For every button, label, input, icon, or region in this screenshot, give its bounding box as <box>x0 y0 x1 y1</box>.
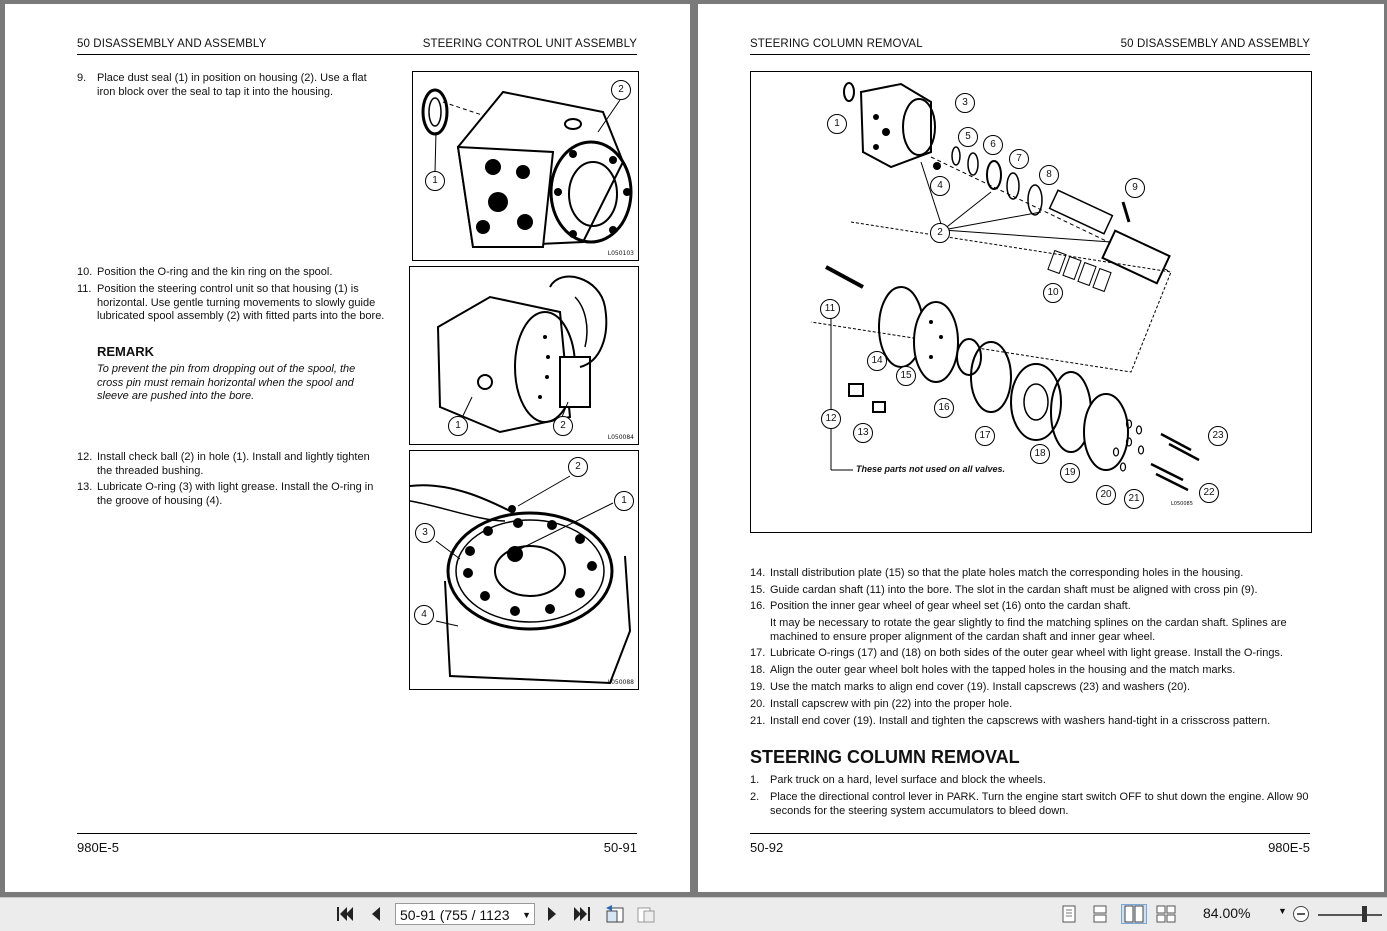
callout-6: 6 <box>983 135 1003 155</box>
callout-22: 22 <box>1199 483 1219 503</box>
step-15: 15. Guide cardan shaft (11) into the bore. The slot in the cardan shaft must be aligned with cross pin (9). <box>750 584 1258 596</box>
figure-code: L050085 <box>1171 501 1193 507</box>
first-page-icon <box>336 906 354 922</box>
callout-20: 20 <box>1096 485 1116 505</box>
callout-2: 2 <box>553 416 573 436</box>
figure-code: L050084 <box>607 434 634 441</box>
callout-9: 9 <box>1125 178 1145 198</box>
last-page-button[interactable] <box>571 904 593 924</box>
page-number-field[interactable] <box>395 903 535 925</box>
figure-exploded-view <box>750 71 1312 533</box>
first-page-button[interactable] <box>334 904 356 924</box>
header-rule <box>750 54 1310 55</box>
page-50-91 <box>5 4 690 892</box>
navigation-toolbar <box>0 897 1387 931</box>
callout-1: 1 <box>614 491 634 511</box>
step-17: 17. Lubricate O-rings (17) and (18) on both sides of the outer gear wheel with light grease. Install the O-rings. <box>750 647 1283 659</box>
callout-13: 13 <box>853 423 873 443</box>
callout-21: 21 <box>1124 489 1144 509</box>
figure-code: L050088 <box>607 679 634 686</box>
previous-page-icon <box>370 906 382 922</box>
callout-3: 3 <box>415 523 435 543</box>
removal-step-1: 1. Park truck on a hard, level surface and block the wheels. <box>750 774 1046 786</box>
callout-19: 19 <box>1060 463 1080 483</box>
previous-view-icon <box>603 904 625 924</box>
callout-7: 7 <box>1009 149 1029 169</box>
step-19: 19. Use the match marks to align end cover (19). Install capscrews (23) and washers (20). <box>750 681 1191 693</box>
step-9: 9. Place dust seal (1) in position on housing (2). Use a flat iron block over the seal to tap it into the housing. <box>77 72 367 98</box>
page-50-92 <box>698 4 1384 892</box>
callout-23: 23 <box>1208 426 1228 446</box>
last-page-icon <box>573 906 591 922</box>
footer-rule <box>77 833 637 834</box>
spool-illustration <box>410 267 638 444</box>
callout-17: 17 <box>975 426 995 446</box>
removal-step-2: 2. Place the directional control lever in PARK. Turn the engine start switch OFF to shut down the engine. Allow 90 seconds for the steering system accumulators to bleed down. <box>750 791 1309 817</box>
continuous-page-icon <box>1092 905 1108 923</box>
step-16-note: It may be necessary to rotate the gear slightly to find the matching splines on the cardan shaft. Splines are machined to ensure proper alignment of the cardan shaft and inner gear wheel. <box>770 617 1287 643</box>
figure-code: L050103 <box>607 250 634 257</box>
next-page-button[interactable] <box>541 904 563 924</box>
facing-view-button[interactable] <box>1121 904 1147 924</box>
step-20: 20. Install capscrew with pin (22) into the proper hole. <box>750 698 1013 710</box>
header-left: 50 DISASSEMBLY AND ASSEMBLY <box>77 38 267 50</box>
next-view-button[interactable] <box>636 904 658 924</box>
continuous-facing-view-button[interactable] <box>1155 904 1177 924</box>
housing-illustration <box>413 72 638 260</box>
footer-rule <box>750 833 1310 834</box>
next-page-icon <box>546 906 558 922</box>
figure-check-ball <box>409 450 639 690</box>
single-page-icon <box>1061 905 1077 923</box>
zoom-level[interactable]: 84.00% <box>1203 905 1251 921</box>
callout-4: 4 <box>414 605 434 625</box>
footer-page-number: 50-91 <box>603 840 637 855</box>
zoom-slider-thumb[interactable] <box>1362 906 1367 922</box>
zoom-out-icon <box>1292 905 1310 923</box>
facing-pages-icon <box>1124 905 1144 923</box>
callout-4: 4 <box>930 176 950 196</box>
page-number-value: 50-91 (755 / 1123 <box>400 907 510 923</box>
step-13: 13. Lubricate O-ring (3) with light grease. Install the O-ring in the groove of housing (4). <box>77 481 374 507</box>
figure-spool-insert <box>409 266 639 445</box>
callout-11: 11 <box>820 299 840 319</box>
remark-text: To prevent the pin from dropping out of the spool, the cross pin must remain horizontal when the spool and sleeve are pushed into the bore. <box>97 363 356 402</box>
oring-illustration <box>410 451 638 689</box>
single-page-view-button[interactable] <box>1058 904 1080 924</box>
step-16: 16. Position the inner gear wheel of gear wheel set (16) onto the cardan shaft. <box>750 600 1131 612</box>
footer-page-number: 50-92 <box>750 840 784 855</box>
step-11: 11. Position the steering control unit so that housing (1) is horizontal. Use gentle turning movements to slowly guide lubricated spool assembly (2) with fitted parts into the bore. <box>77 283 385 322</box>
callout-1: 1 <box>425 171 445 191</box>
page-dropdown-icon[interactable]: ▼ <box>522 910 531 920</box>
step-14: 14. Install distribution plate (15) so that the plate holes match the corresponding holes in the housing. <box>750 567 1244 579</box>
callout-14: 14 <box>867 351 887 371</box>
zoom-slider-track[interactable] <box>1318 914 1382 916</box>
previous-view-button[interactable] <box>603 904 625 924</box>
step-12: 12. Install check ball (2) in hole (1). Install and lightly tighten the threaded bushing. <box>77 451 370 477</box>
callout-12: 12 <box>821 409 841 429</box>
callout-2: 2 <box>568 457 588 477</box>
previous-page-button[interactable] <box>365 904 387 924</box>
figure-note: These parts not used on all valves. <box>856 464 1006 474</box>
header-rule <box>77 54 637 55</box>
section-title: STEERING COLUMN REMOVAL <box>750 747 1020 767</box>
zoom-dropdown-icon[interactable]: ▼ <box>1278 906 1287 916</box>
step-18: 18. Align the outer gear wheel bolt holes with the tapped holes in the housing and the match marks. <box>750 664 1236 676</box>
callout-3: 3 <box>955 93 975 113</box>
callout-1: 1 <box>827 114 847 134</box>
header-right: 50 DISASSEMBLY AND ASSEMBLY <box>1120 38 1310 50</box>
callout-15: 15 <box>896 366 916 386</box>
callout-2: 2 <box>611 80 631 100</box>
step-21: 21. Install end cover (19). Install and tighten the capscrews with washers hand-tight in a crisscross pattern. <box>750 715 1271 727</box>
callout-1: 1 <box>448 416 468 436</box>
remark-title: REMARK <box>97 344 155 359</box>
callout-16: 16 <box>934 398 954 418</box>
footer-model: 980E-5 <box>77 840 119 855</box>
callout-2: 2 <box>930 223 950 243</box>
footer-model: 980E-5 <box>1268 840 1310 855</box>
zoom-out-button[interactable] <box>1290 904 1312 924</box>
figure-dust-seal <box>412 71 639 261</box>
callout-8: 8 <box>1039 165 1059 185</box>
header-left: STEERING COLUMN REMOVAL <box>750 38 923 50</box>
continuous-facing-icon <box>1156 905 1176 923</box>
callout-18: 18 <box>1030 444 1050 464</box>
step-10: 10. Position the O-ring and the kin ring on the spool. <box>77 266 333 278</box>
continuous-view-button[interactable] <box>1089 904 1111 924</box>
header-right: STEERING CONTROL UNIT ASSEMBLY <box>422 38 637 50</box>
callout-5: 5 <box>958 127 978 147</box>
callout-10: 10 <box>1043 283 1063 303</box>
next-view-icon <box>636 904 658 924</box>
